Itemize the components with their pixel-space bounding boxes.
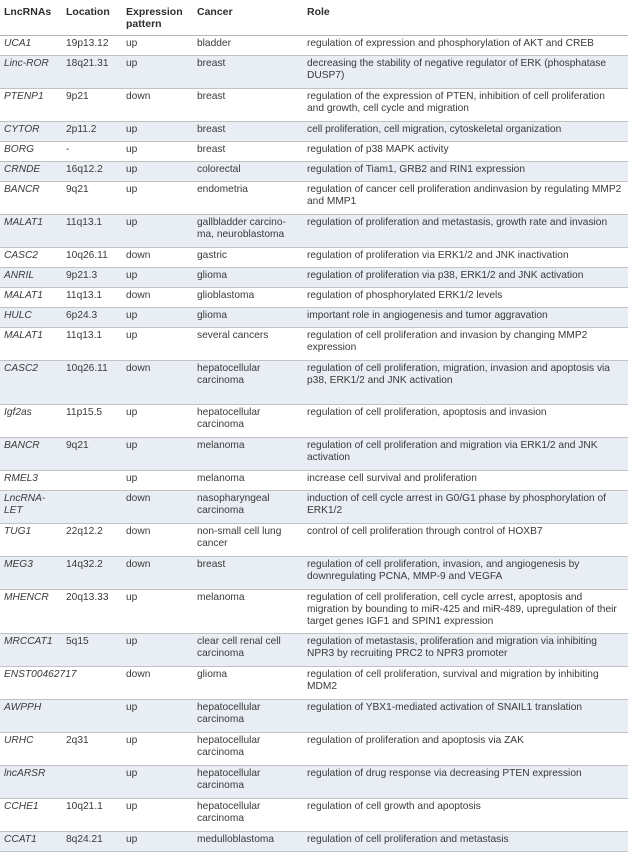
cell-expression: up (122, 36, 193, 56)
cell-cancer: hepatocellular carcinoma (193, 700, 303, 733)
cell-gene: MRCCAT1 (0, 634, 62, 667)
table-row (0, 733, 628, 766)
table-row (0, 268, 628, 288)
cell-role: regulation of cell proliferation and invasion by changing MMP2 expression (303, 328, 628, 361)
cell-role: regulation of proliferation via ERK1/2 and JNK inactivation (303, 248, 628, 268)
cell-cancer: several cancers (193, 328, 303, 361)
cell-gene: MEG3 (0, 557, 62, 590)
table-row (0, 182, 628, 215)
cell-expression: down (122, 361, 193, 405)
cell-gene: Igf2as (0, 405, 62, 438)
cell-expression: up (122, 832, 193, 852)
table-row (0, 766, 628, 799)
header-expression-line1: Expression (126, 6, 183, 18)
table-body (0, 36, 628, 852)
cell-gene: CASC2 (0, 248, 62, 268)
cell-location: 11q13.1 (62, 328, 122, 361)
cell-cancer: hepatocellular carcinoma (193, 733, 303, 766)
cell-location (62, 491, 122, 524)
cell-gene: URHC (0, 733, 62, 766)
cell-cancer: breast (193, 56, 303, 89)
cell-cancer: bladder (193, 36, 303, 56)
cell-gene: PTENP1 (0, 89, 62, 122)
cell-cancer: clear cell renal cell carcinoma (193, 634, 303, 667)
cell-gene: HULC (0, 308, 62, 328)
cell-expression: down (122, 248, 193, 268)
cell-cancer: breast (193, 89, 303, 122)
cell-gene: CCAT1 (0, 832, 62, 852)
cell-expression: up (122, 56, 193, 89)
cell-role: regulation of proliferation and apoptosis via ZAK (303, 733, 628, 766)
cell-role: regulation of cell proliferation, apoptosis and invasion (303, 405, 628, 438)
cell-location: 9p21.3 (62, 268, 122, 288)
table-row (0, 667, 628, 700)
cell-location: 20q13.33 (62, 590, 122, 634)
cell-cancer: glioma (193, 268, 303, 288)
cell-cancer: medulloblastoma (193, 832, 303, 852)
cell-location: 10q21.1 (62, 799, 122, 832)
cell-gene: CRNDE (0, 162, 62, 182)
cell-role: regulation of the expression of PTEN, inhibition of cell proliferation and growth, cell cycle and migration (303, 89, 628, 122)
table-row (0, 438, 628, 471)
cell-gene: BANCR (0, 438, 62, 471)
cell-location: 9q21 (62, 438, 122, 471)
cell-expression: down (122, 491, 193, 524)
cell-expression: up (122, 328, 193, 361)
cell-role: regulation of p38 MAPK activity (303, 142, 628, 162)
cell-location: 10q26.11 (62, 361, 122, 405)
cell-role: regulation of expression and phosphorylation of AKT and CREB (303, 36, 628, 56)
cell-gene: ANRIL (0, 268, 62, 288)
cell-gene: ENST00462717 (0, 667, 62, 700)
table-row (0, 89, 628, 122)
header-role: Role (303, 0, 628, 36)
cell-role: cell proliferation, cell migration, cytoskeletal organization (303, 122, 628, 142)
cell-expression: up (122, 799, 193, 832)
cell-role: regulation of cell proliferation, invasion, and angiogenesis by downregulating PCNA, MMP-9 and VEGFA (303, 557, 628, 590)
cell-gene: UCA1 (0, 36, 62, 56)
cell-role: regulation of YBX1-mediated activation of SNAIL1 translation (303, 700, 628, 733)
cell-cancer: hepatocellular carcinoma (193, 361, 303, 405)
cell-location: 8q24.21 (62, 832, 122, 852)
cell-role: regulation of metastasis, proliferation and migration via inhibiting NPR3 by recruiting PRC2 to NPR3 promoter (303, 634, 628, 667)
table-row (0, 162, 628, 182)
cell-location: 2p11.2 (62, 122, 122, 142)
cell-cancer: breast (193, 122, 303, 142)
cell-gene: MALAT1 (0, 215, 62, 248)
table-row (0, 557, 628, 590)
cell-cancer: endometria (193, 182, 303, 215)
table-row (0, 832, 628, 852)
cell-location: 5q15 (62, 634, 122, 667)
cell-location (62, 700, 122, 733)
cell-cancer: glioma (193, 308, 303, 328)
cell-cancer: non-small cell lung cancer (193, 524, 303, 557)
cell-expression: down (122, 524, 193, 557)
cell-role: regulation of cell proliferation, cell cycle arrest, apoptosis and migration by bounding to miR-425 and miR-489, upregulation of their target genes IGF1 and SPIN1 expression (303, 590, 628, 634)
cell-expression: up (122, 122, 193, 142)
table-row (0, 405, 628, 438)
cell-gene: CYTOR (0, 122, 62, 142)
table-row (0, 524, 628, 557)
table-row (0, 215, 628, 248)
cell-role: control of cell proliferation through control of HOXB7 (303, 524, 628, 557)
cell-role: induction of cell cycle arrest in G0/G1 phase by phosphorylation of ERK1/2 (303, 491, 628, 524)
cell-expression: up (122, 438, 193, 471)
cell-expression: up (122, 590, 193, 634)
cell-location (62, 766, 122, 799)
cell-cancer: gastric (193, 248, 303, 268)
cell-cancer: glioblastoma (193, 288, 303, 308)
cell-location: 9q21 (62, 182, 122, 215)
cell-gene: lncARSR (0, 766, 62, 799)
cell-expression: up (122, 634, 193, 667)
cell-cancer: breast (193, 557, 303, 590)
cell-expression: up (122, 142, 193, 162)
cell-expression: up (122, 700, 193, 733)
table-row (0, 471, 628, 491)
cell-cancer: hepatocellular carcinoma (193, 799, 303, 832)
cell-expression: down (122, 288, 193, 308)
cell-expression: up (122, 766, 193, 799)
cell-location: 14q32.2 (62, 557, 122, 590)
table-row (0, 288, 628, 308)
cell-cancer: melanoma (193, 590, 303, 634)
cell-role: regulation of cell proliferation, survival and migration by inhibiting MDM2 (303, 667, 628, 700)
cell-expression: up (122, 182, 193, 215)
cell-gene: CCHE1 (0, 799, 62, 832)
cell-role: increase cell survival and proliferation (303, 471, 628, 491)
table-row (0, 700, 628, 733)
cell-gene: CASC2 (0, 361, 62, 405)
cell-role: regulation of cell proliferation and migration via ERK1/2 and JNK activation (303, 438, 628, 471)
cell-role: regulation of Tiam1, GRB2 and RIN1 expression (303, 162, 628, 182)
cell-location: 19p13.12 (62, 36, 122, 56)
table-row (0, 491, 628, 524)
cell-expression: up (122, 162, 193, 182)
table-row (0, 122, 628, 142)
header-expression-line2: pattern (126, 18, 162, 30)
cell-expression: up (122, 268, 193, 288)
cell-role: regulation of cell proliferation, migration, invasion and apoptosis via p38, ERK1/2 and JNK activation (303, 361, 628, 405)
cell-expression: up (122, 733, 193, 766)
cell-location: 10q26.11 (62, 248, 122, 268)
cell-expression: up (122, 308, 193, 328)
cell-location: 2q31 (62, 733, 122, 766)
cell-role: regulation of phosphorylated ERK1/2 levels (303, 288, 628, 308)
cell-gene: MALAT1 (0, 328, 62, 361)
cell-role: regulation of cancer cell proliferation andinvasion by regulating MMP2 and MMP1 (303, 182, 628, 215)
table-header (0, 0, 628, 36)
cell-cancer: colorectal (193, 162, 303, 182)
cell-expression: up (122, 215, 193, 248)
cell-role: regulation of cell growth and apoptosis (303, 799, 628, 832)
cell-role: regulation of proliferation via p38, ERK1/2 and JNK activation (303, 268, 628, 288)
cell-expression: up (122, 471, 193, 491)
table-row (0, 248, 628, 268)
table-row (0, 328, 628, 361)
cell-expression: down (122, 667, 193, 700)
table-row (0, 56, 628, 89)
cell-role: regulation of drug response via decreasing PTEN expression (303, 766, 628, 799)
cell-expression: up (122, 405, 193, 438)
cell-gene: TUG1 (0, 524, 62, 557)
cell-gene: AWPPH (0, 700, 62, 733)
cell-role: regulation of cell proliferation and metastasis (303, 832, 628, 852)
cell-cancer: breast (193, 142, 303, 162)
cell-cancer: hepatocellular carcinoma (193, 405, 303, 438)
cell-location: 9p21 (62, 89, 122, 122)
cell-location: 22q12.2 (62, 524, 122, 557)
cell-gene: RMEL3 (0, 471, 62, 491)
cell-gene: Linc-ROR (0, 56, 62, 89)
cell-gene: MHENCR (0, 590, 62, 634)
cell-expression: down (122, 89, 193, 122)
table-row (0, 36, 628, 56)
cell-gene: LncRNA-LET (0, 491, 62, 524)
table-row (0, 308, 628, 328)
cell-gene: BORG (0, 142, 62, 162)
cell-location: 11q13.1 (62, 215, 122, 248)
cell-location: 11q13.1 (62, 288, 122, 308)
cell-cancer: gallbladder carcino-ma, neuroblastoma (193, 215, 303, 248)
table-row (0, 590, 628, 634)
cell-location: - (62, 142, 122, 162)
cell-cancer: hepatocellular carcinoma (193, 766, 303, 799)
cell-cancer: nasopharyngeal carcinoma (193, 491, 303, 524)
header-row (0, 0, 628, 36)
table-row (0, 361, 628, 405)
cell-cancer: melanoma (193, 471, 303, 491)
cell-role: decreasing the stability of negative regulator of ERK (phosphatase DUSP7) (303, 56, 628, 89)
header-cancer: Cancer (193, 0, 303, 36)
header-location: Location (62, 0, 122, 36)
cell-location (62, 471, 122, 491)
cell-location: 6p24.3 (62, 308, 122, 328)
table-row (0, 799, 628, 832)
cell-gene: MALAT1 (0, 288, 62, 308)
cell-location: 11p15.5 (62, 405, 122, 438)
cell-location: 18q21.31 (62, 56, 122, 89)
table-row (0, 142, 628, 162)
cell-role: regulation of proliferation and metastasis, growth rate and invasion (303, 215, 628, 248)
header-expression-pattern (122, 0, 193, 36)
header-lncrnas: LncRNAs (0, 0, 62, 36)
cell-cancer: melanoma (193, 438, 303, 471)
cell-cancer: glioma (193, 667, 303, 700)
cell-expression: down (122, 557, 193, 590)
cell-location: 16q12.2 (62, 162, 122, 182)
cell-role: important role in angiogenesis and tumor aggravation (303, 308, 628, 328)
table-row (0, 634, 628, 667)
cell-gene: BANCR (0, 182, 62, 215)
